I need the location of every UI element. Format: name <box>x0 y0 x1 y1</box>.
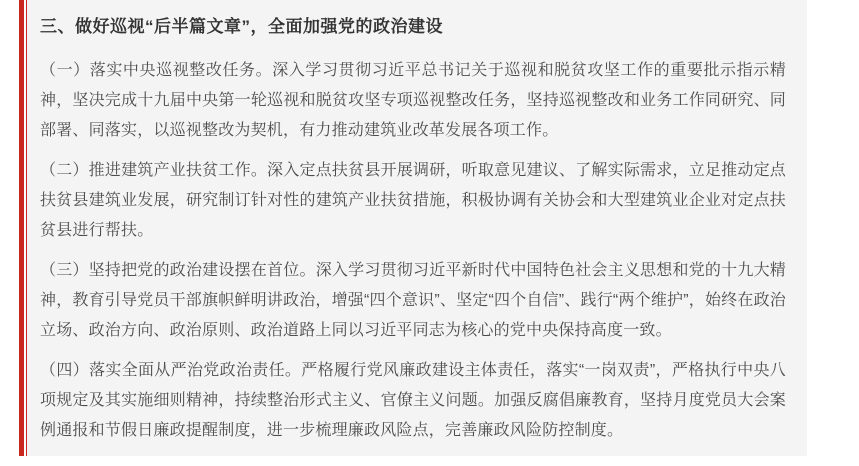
content-panel <box>27 0 807 456</box>
section-heading: 三、做好巡视“后半篇文章”，全面加强党的政治建设 <box>40 17 443 36</box>
left-accent-bar-thick <box>19 0 24 456</box>
article-paragraph: （三）坚持把党的政治建设摆在首位。深入学习贯彻习近平新时代中国特色社会主义思想和党的十九大精神，教育引导党员干部旗帜鲜明讲政治，增强“四个意识”、坚定“四个自信”、践行“两个维护”，始终在政治立场、政治方向、政治原则、政治道路上同以习近平同志为核心的党中央保持高度一致。 <box>40 262 786 339</box>
article-paragraph: （四）落实全面从严治党政治责任。严格履行党风廉政建设主体责任，落实“一岗双责”，严格执行中央八项规定及其实施细则精神，持续整治形式主义、官僚主义问题。加强反腐倡廉教育，坚持月度党员大会案例通报和节假日廉政提醒制度，进一步梳理廉政风险点，完善廉政风险防控制度。 <box>40 362 786 439</box>
article-paragraph: （二）推进建筑产业扶贫工作。深入定点扶贫县开展调研，听取意见建议、了解实际需求，立足推动定点扶贫县建筑业发展，研究制订针对性的建筑产业扶贫措施，积极协调有关协会和大型建筑业企业对定点扶贫县进行帮扶。 <box>40 162 786 239</box>
article-paragraph: （一）落实中央巡视整改任务。深入学习贯彻习近平总书记关于巡视和脱贫攻坚工作的重要批示指示精神，坚决完成十九届中央第一轮巡视和脱贫攻坚专项巡视整改任务，坚持巡视整改和业务工作同研究、同部署、同落实，以巡视整改为契机，有力推动建筑业改革发展各项工作。 <box>40 62 786 139</box>
